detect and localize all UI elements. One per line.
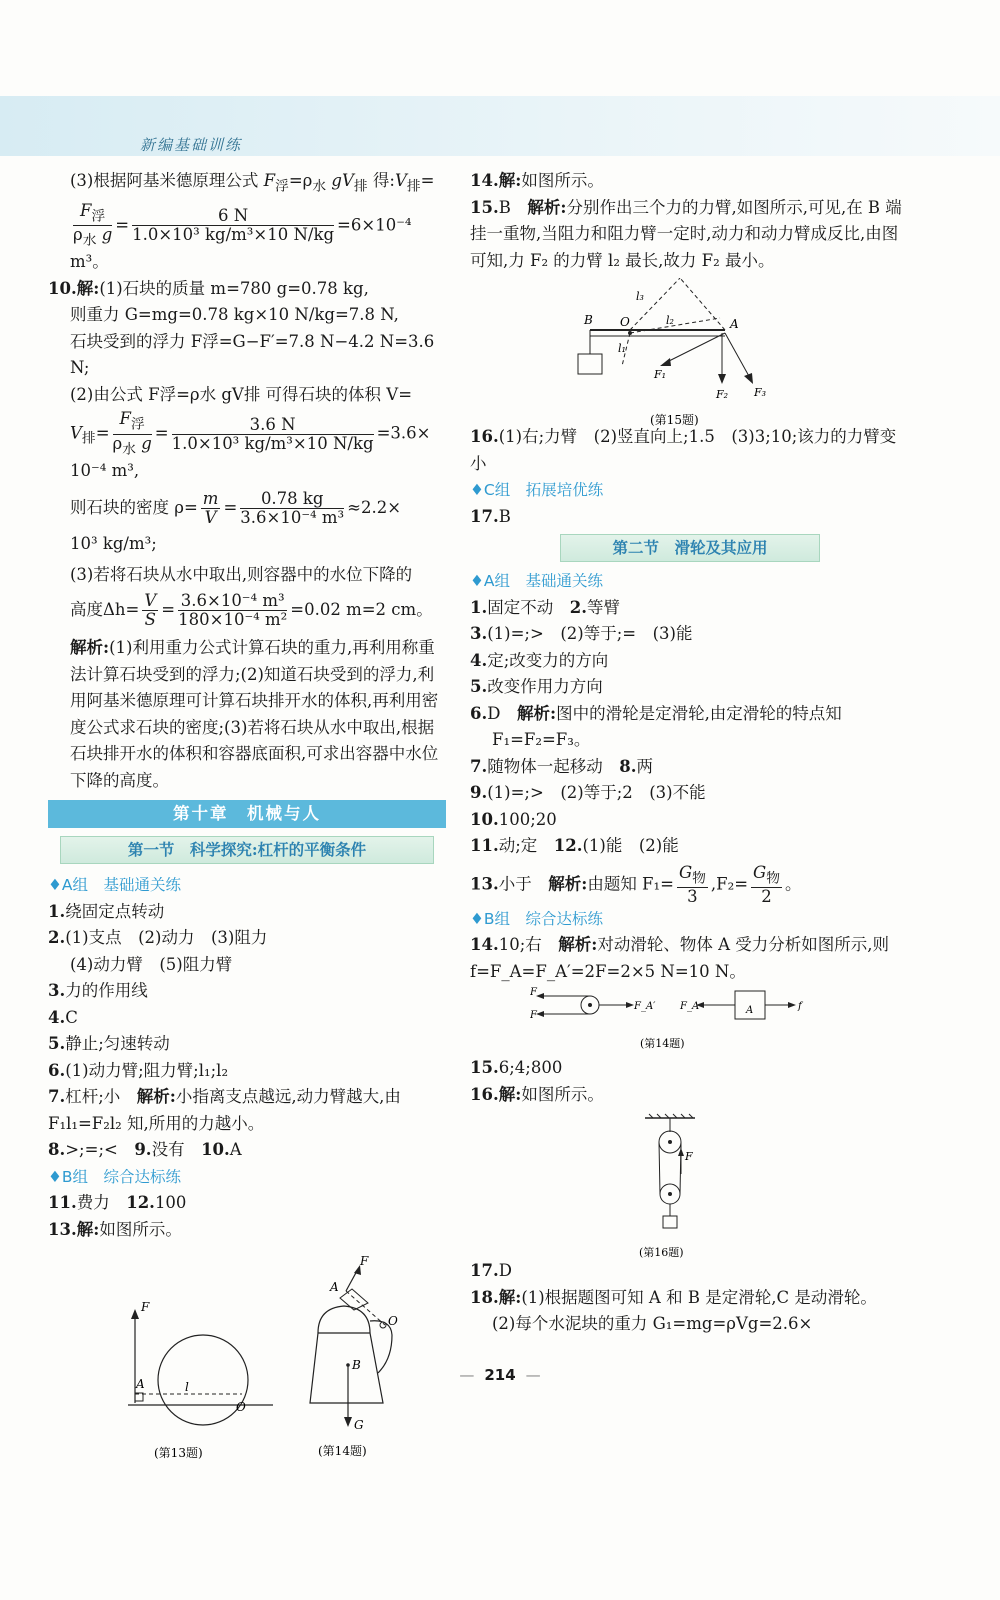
answer-q15: 15.B 解析:分别作出三个力的力臂,如图所示,可见,在 B 端挂一重物,当阻力和阻力臂一定时,动力和动力臂成反比,由图可知,力 F₂ 的力臂 l₂ 最长,故力 F₂ 最小。 <box>470 197 902 270</box>
answer-line: 3.力的作用线 <box>48 981 148 1001</box>
answer-a6-cont: F₁=F₂=F₃。 <box>492 730 591 749</box>
svg-text:l₂: l₂ <box>666 314 674 327</box>
answer-b18: 18.解:(1)根据题图可知 A 和 B 是定滑轮,C 是动滑轮。 <box>470 1287 877 1307</box>
answer-line: 2.(1)支点 (2)动力 (3)阻力 <box>48 928 268 948</box>
answer-a6: 6.D 解析:图中的滑轮是定滑轮,由定滑轮的特点知 <box>470 703 842 723</box>
diamond-icon: ♦ <box>470 909 484 928</box>
answer-line: 6.(1)动力臂;阻力臂;l₁;l₂ <box>48 1060 229 1080</box>
figure-14-pulley <box>470 985 910 1055</box>
answer-a11-12: 11.动;定 12.(1)能 (2)能 <box>470 836 679 855</box>
svg-text:F: F <box>360 1254 369 1269</box>
answer-q14: 14.解:如图所示。 <box>470 171 604 190</box>
q10-volume-formula: $V_排=$ $\frac{F_浮}{\rho_水 g}$ = $\frac{3.6 N}{\text{1.0×10³ kg/m³×10 N/kg}}$ =3.6× <box>70 409 431 457</box>
svg-text:F₂: F₂ <box>716 388 729 401</box>
answer-b18-cont: (2)每个水泥块的重力 G₁=mg=ρVg=2.6× <box>492 1314 813 1334</box>
svg-text:F: F <box>141 1300 150 1315</box>
svg-text:B: B <box>584 313 593 327</box>
answer-q17: 17.B <box>470 506 511 526</box>
answer-a3: 3.(1)=;> (2)等于;= (3)能 <box>470 624 693 643</box>
group-b-heading: ♦B组 综合达标练 <box>48 1167 182 1186</box>
kettle-figure <box>288 1253 448 1463</box>
svg-text:A: A <box>746 1005 754 1017</box>
answer-line: 1.绕固定点转动 <box>48 901 165 921</box>
svg-text:F₃: F₃ <box>754 386 767 399</box>
q10-line: 则重力 G=mg=0.78 kg×10 N/kg=7.8 N, <box>70 305 399 325</box>
svg-text:F: F <box>530 1010 537 1022</box>
answer-q7: 7.杠杆;小 解析:小指离支点越远,动力臂越大,由 F₁l₁=F₂l₂ 知,所用的力越小。 <box>48 1087 401 1133</box>
answer-line: (4)动力臂 (5)阻力臂 <box>70 954 233 974</box>
q10-line: 石块受到的浮力 F浮=G−F′=7.8 N−4.2 N=3.6 N; <box>70 331 435 378</box>
q10: 10.解:(1)石块的质量 m=780 g=0.78 kg, <box>48 278 369 298</box>
svg-text:O: O <box>620 315 630 329</box>
svg-text:l₁: l₁ <box>618 342 626 355</box>
answer-line: 4.C <box>48 1007 78 1027</box>
answer-a9: 9.(1)=;> (2)等于;2 (3)不能 <box>470 783 706 802</box>
q9-part3: (3)根据阿基米德原理公式 $F_浮=\rho_水$ $gV_排$ 得$:V_排=$ <box>70 171 435 195</box>
diamond-icon: ♦ <box>48 1167 62 1186</box>
answer-b15: 15.6;4;800 <box>470 1058 563 1078</box>
q10-volume-unit: 10⁻⁴ m³, <box>70 460 140 480</box>
svg-text:A: A <box>136 1377 145 1392</box>
figure-14-caption: (第14题) <box>318 1444 367 1459</box>
answer-b17: 17.D <box>470 1261 512 1281</box>
q10-drop-formula: 高度Δh= $\frac{V}{S}$ = $\frac{\text{3.6×10⁻⁴ m³}}{\text{180×10⁻⁴ m²}}$ =0.02 m=2 cm。 <box>70 591 433 630</box>
diamond-icon: ♦ <box>48 876 62 895</box>
answer-b14: 14.10;右 解析:对动滑轮、物体 A 受力分析如图所示,则 f=F_A=F_A′=2F=2×5 N=10 N。 <box>470 935 890 981</box>
figure-16 <box>470 1108 910 1258</box>
figures-13-14 <box>48 1245 446 1461</box>
figure-14-pulley-caption: (第14题) <box>640 1037 685 1051</box>
svg-text:O: O <box>236 1400 246 1415</box>
svg-text:F₁: F₁ <box>654 368 667 381</box>
right-column <box>470 168 910 1338</box>
section-title: 第一节 科学探究:杠杆的平衡条件 <box>60 836 434 864</box>
answer-q11-12: 11.费力 12.100 <box>48 1193 187 1213</box>
q10-analysis: 解析:(1)利用重力公式计算石块的重力,再利用称重法计算石块受到的浮力;(2)知道石块受到的浮力,利用阿基米德原理可计算石块排开水的体积,再利用密度公式求石块的密度;(3)若将石块从水中取出,根据石块排开水的体积和容器底面积,可求出容器中水位下降的高度。 <box>70 638 439 790</box>
svg-text:B: B <box>352 1358 361 1373</box>
header-title: 新编基础训练 <box>140 136 243 154</box>
svg-text:f: f <box>798 1001 802 1013</box>
q10-part3: (3)若将石块从水中取出,则容器中的水位下降的 <box>70 564 413 584</box>
answer-a5: 5.改变作用力方向 <box>470 677 603 696</box>
svg-text:l: l <box>185 1380 189 1395</box>
svg-text:F_A′: F_A′ <box>634 1001 656 1013</box>
q10-density: 则石块的密度 ρ= $\frac{m}{V}$ = $\frac{0.78 kg}{\text{3.6×10⁻⁴ m³}}$ ≈2.2× <box>70 489 402 528</box>
figure-16-caption: (第16题) <box>639 1246 684 1260</box>
svg-text:l₃: l₃ <box>636 290 644 303</box>
left-column <box>48 168 446 1461</box>
diamond-icon: ♦ <box>470 572 484 590</box>
figure-15-caption: (第15题) <box>650 413 699 427</box>
svg-text:F_A: F_A <box>680 1001 700 1013</box>
section2-title: 第二节 滑轮及其应用 <box>560 534 820 562</box>
answer-a1-2: 1.固定不动 2.等臂 <box>470 597 620 617</box>
svg-text:F: F <box>685 1150 693 1164</box>
answer-a13: 13.小于 解析:由题知 F₁= $\frac{G_物}{3}$ ,F₂= $\frac{G_物}{2}$ 。 <box>470 862 802 906</box>
q10-line: (2)由公式 F浮=ρ水 gV排 可得石块的体积 V= <box>70 384 413 404</box>
answer-line: 5.静止;匀速转动 <box>48 1034 170 1054</box>
pulley-block-figure <box>625 1112 745 1262</box>
svg-text:A: A <box>330 1280 339 1295</box>
page-number: — 214 — <box>459 1366 541 1384</box>
diamond-icon: ♦ <box>470 481 484 499</box>
answer-a10: 10.100;20 <box>470 809 557 829</box>
answer-q16: 16.(1)右;力臂 (2)竖直向上;1.5 (3)3;10;该力的力臂变小 <box>470 427 897 473</box>
group-c-heading: ♦C组 拓展培优练 <box>470 481 604 499</box>
lever-arms-figure <box>570 278 790 428</box>
svg-text:A: A <box>730 317 739 331</box>
answer-q8-10: 8.>;=;< 9.没有 10.A <box>48 1140 242 1160</box>
q10-density-unit: 10³ kg/m³; <box>70 534 157 554</box>
group-b-heading-2: ♦B组 综合达标练 <box>470 909 604 928</box>
answer-a7-8: 7.随物体一起移动 8.两 <box>470 756 653 776</box>
svg-text:F: F <box>530 987 537 999</box>
answer-b16: 16.解:如图所示。 <box>470 1084 604 1104</box>
figure-15 <box>470 274 910 427</box>
svg-text:O: O <box>388 1314 398 1329</box>
group-a-heading: ♦A组 基础通关练 <box>48 876 182 895</box>
force-analysis-figure <box>530 985 830 1053</box>
svg-text:G: G <box>354 1418 364 1433</box>
q9-part3-formula: $\frac{F_浮}{\rho_水 g}$ = $\frac{6 N}{\text{1.0×10³ kg/m³×10 N/kg}}$ =6×10⁻⁴ m³。 <box>70 200 412 272</box>
figure-13-caption: (第13题) <box>154 1446 203 1461</box>
answer-q13: 13.解:如图所示。 <box>48 1219 182 1239</box>
group-a-heading-2: ♦A组 基础通关练 <box>470 572 604 590</box>
answer-a4: 4.定;改变力的方向 <box>470 650 609 670</box>
chapter-title: 第十章 机械与人 <box>48 800 446 828</box>
